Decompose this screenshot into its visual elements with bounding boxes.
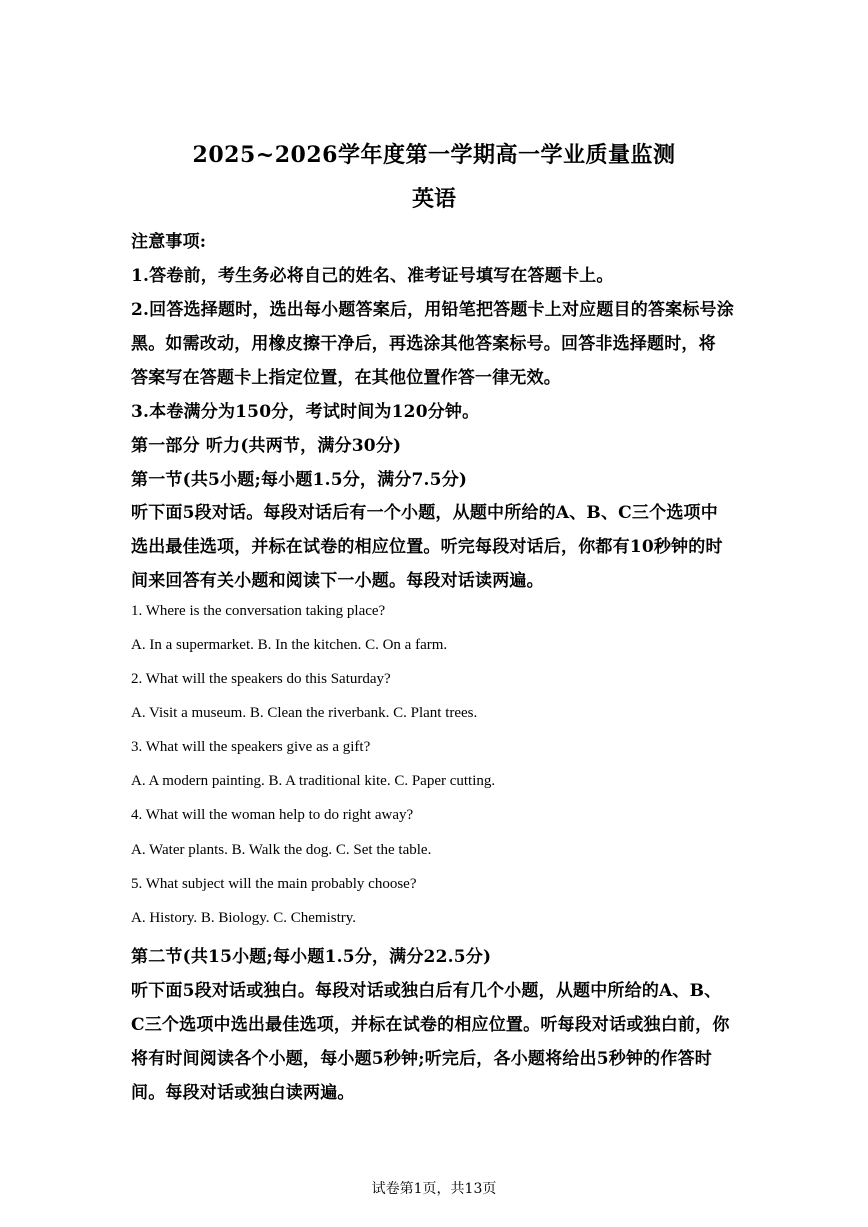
notice-item-3: 3.本卷满分为150分，考试时间为120分钟。 [131, 402, 480, 422]
section2-instruction: 间。每段对话或独白读两遍。 [131, 1083, 355, 1103]
question-3-options: A. A modern painting. B. A traditional kite. C. Paper cutting. [131, 773, 496, 789]
question-4-options: A. Water plants. B. Walk the dog. C. Set the table. [131, 842, 432, 858]
question-5-options: A. History. B. Biology. C. Chemistry. [131, 910, 357, 926]
section1-heading: 第一节(共5小题;每小题1.5分，满分7.5分) [131, 470, 468, 490]
section1-instruction: 选出最佳选项，并标在试卷的相应位置。听完每段对话后，你都有10秒钟的时 [131, 537, 723, 557]
notice-item-2-cont: 答案写在答题卡上指定位置，在其他位置作答一律无效。 [131, 368, 561, 388]
notice-item-2-cont: 黑。如需改动，用橡皮擦干净后，再选涂其他答案标号。回答非选择题时，将 [131, 334, 716, 354]
page-footer: 试卷第1页，共13页 [371, 1181, 497, 1197]
exam-subject: 英语 [411, 186, 456, 212]
question-2-options: A. Visit a museum. B. Clean the riverbank. C. Plant trees. [131, 705, 478, 721]
section2-instruction: 将有时间阅读各个小题，每小题5秒钟;听完后，各小题将给出5秒钟的作答时 [131, 1049, 712, 1069]
question-2: 2. What will the speakers do this Saturday? [131, 671, 391, 687]
exam-title: 2025~2026学年度第一学期高一学业质量监测 [192, 142, 676, 168]
part1-heading: 第一部分 听力(共两节，满分30分) [131, 436, 402, 456]
section1-instruction: 听下面5段对话。每段对话后有一个小题，从题中所给的A、B、C三个选项中 [131, 503, 718, 523]
question-1: 1. Where is the conversation taking place? [131, 603, 386, 619]
section1-instruction: 间来回答有关小题和阅读下一小题。每段对话读两遍。 [131, 571, 544, 591]
notice-heading: 注意事项: [131, 232, 207, 252]
question-3: 3. What will the speakers give as a gift? [131, 739, 371, 755]
section2-instruction: 听下面5段对话或独白。每段对话或独白后有几个小题，从题中所给的A、B、 [131, 981, 722, 1001]
question-4: 4. What will the woman help to do right away? [131, 807, 414, 823]
notice-item-1: 1.答卷前，考生务必将自己的姓名、准考证号填写在答题卡上。 [131, 266, 614, 286]
section2-instruction: C三个选项中选出最佳选项，并标在试卷的相应位置。听每段对话或独白前，你 [131, 1015, 730, 1035]
notice-item-2: 2.回答选择题时，选出每小题答案后，用铅笔把答题卡上对应题目的答案标号涂 [131, 300, 734, 320]
question-1-options: A. In a supermarket. B. In the kitchen. C. On a farm. [131, 637, 448, 653]
section2-heading: 第二节(共15小题;每小题1.5分，满分22.5分) [131, 947, 492, 967]
question-5: 5. What subject will the main probably choose? [131, 876, 417, 892]
